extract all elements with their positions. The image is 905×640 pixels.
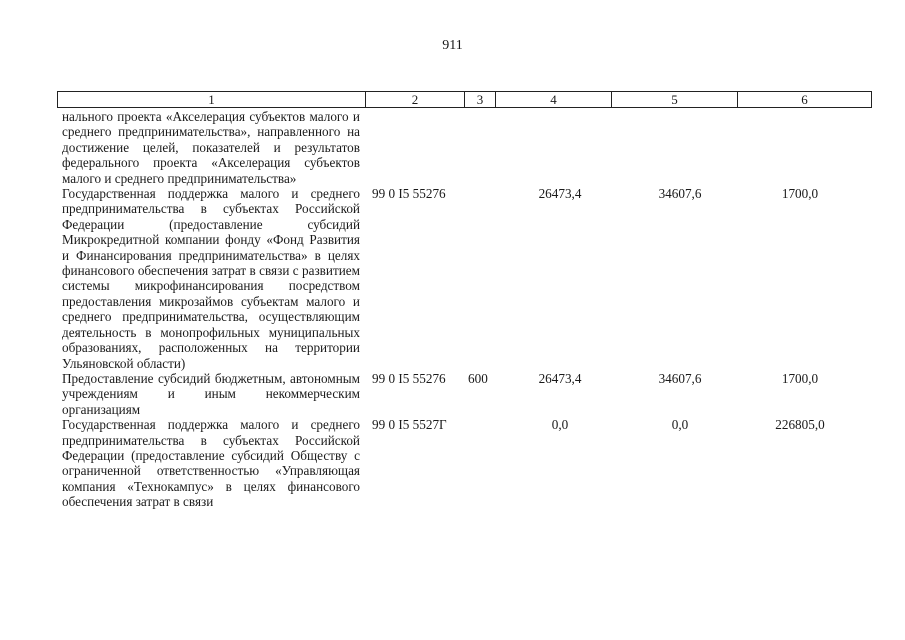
- row-name: нального проекта «Акселерация субъектов малого и среднего предпринимательства», направленного на достижение целей, показателей и результатов федерального проекта «Акселерация субъектов малого и среднего предпринимательства»: [62, 109, 360, 186]
- row-value-2: 34607,6: [658, 186, 702, 202]
- row-type: [468, 109, 500, 186]
- row-value-1: 26473,4: [538, 186, 582, 202]
- table-row: [62, 109, 862, 186]
- row-value-1: 26473,4: [538, 370, 582, 386]
- row-value-3: 226805,0: [775, 417, 825, 433]
- table-row: [62, 186, 862, 371]
- page-number: 911: [442, 38, 463, 53]
- row-name: Предоставление субсидий бюджетным, автономным учреждениям и иным некоммерческим организациям: [62, 370, 360, 417]
- row-value-2: [620, 109, 740, 186]
- row-value-2: 0,0: [671, 417, 689, 433]
- row-type: [468, 417, 500, 509]
- header-col-3: 3: [464, 92, 495, 107]
- header-col-5: 5: [611, 92, 737, 107]
- row-value-1: [500, 109, 620, 186]
- row-value-3: [740, 109, 860, 186]
- table-row: [62, 417, 862, 509]
- row-code: 99 0 I5 5527Г: [372, 417, 447, 433]
- row-type: [468, 186, 500, 371]
- header-col-1: 1: [208, 91, 215, 107]
- row-value-2: 34607,6: [658, 370, 702, 386]
- header-col-2: 2: [365, 92, 464, 107]
- row-name: Государственная поддержка малого и среднего предпринимательства в субъектах Российской Федерации (предоставление субсидий Микрокредитной компании фонду «Фонд Развития и Финансирования предпринимательства» в целях финансового обеспечения затрат в связи с развитием системы микрофинансирования посредством предоставления микрозаймов субъектам малого и среднего предпринимательства, осуществляющим деятельность в монопрофильных муниципальных образованиях, расположенных на территории Ульяновской области): [62, 186, 360, 371]
- header-col-4: 4: [495, 92, 611, 107]
- row-value-3: 1700,0: [781, 186, 819, 202]
- table-header: [57, 91, 872, 108]
- row-code: 99 0 I5 55276: [372, 186, 446, 202]
- header-col-6: 6: [737, 92, 871, 107]
- row-code: 99 0 I5 55276: [372, 370, 446, 386]
- row-type: 600: [468, 370, 488, 386]
- table-row: [62, 371, 862, 417]
- row-value-1: 0,0: [551, 417, 569, 433]
- row-code: [360, 109, 468, 186]
- table-body: [62, 109, 862, 510]
- row-value-3: 1700,0: [781, 370, 819, 386]
- row-name: Государственная поддержка малого и среднего предпринимательства в субъектах Российской Федерации (предоставление субсидий Обществу с ограниченной ответственностью «Управляющая компания «Технокампус» в целях финансового обеспечения затрат в связи: [62, 417, 360, 510]
